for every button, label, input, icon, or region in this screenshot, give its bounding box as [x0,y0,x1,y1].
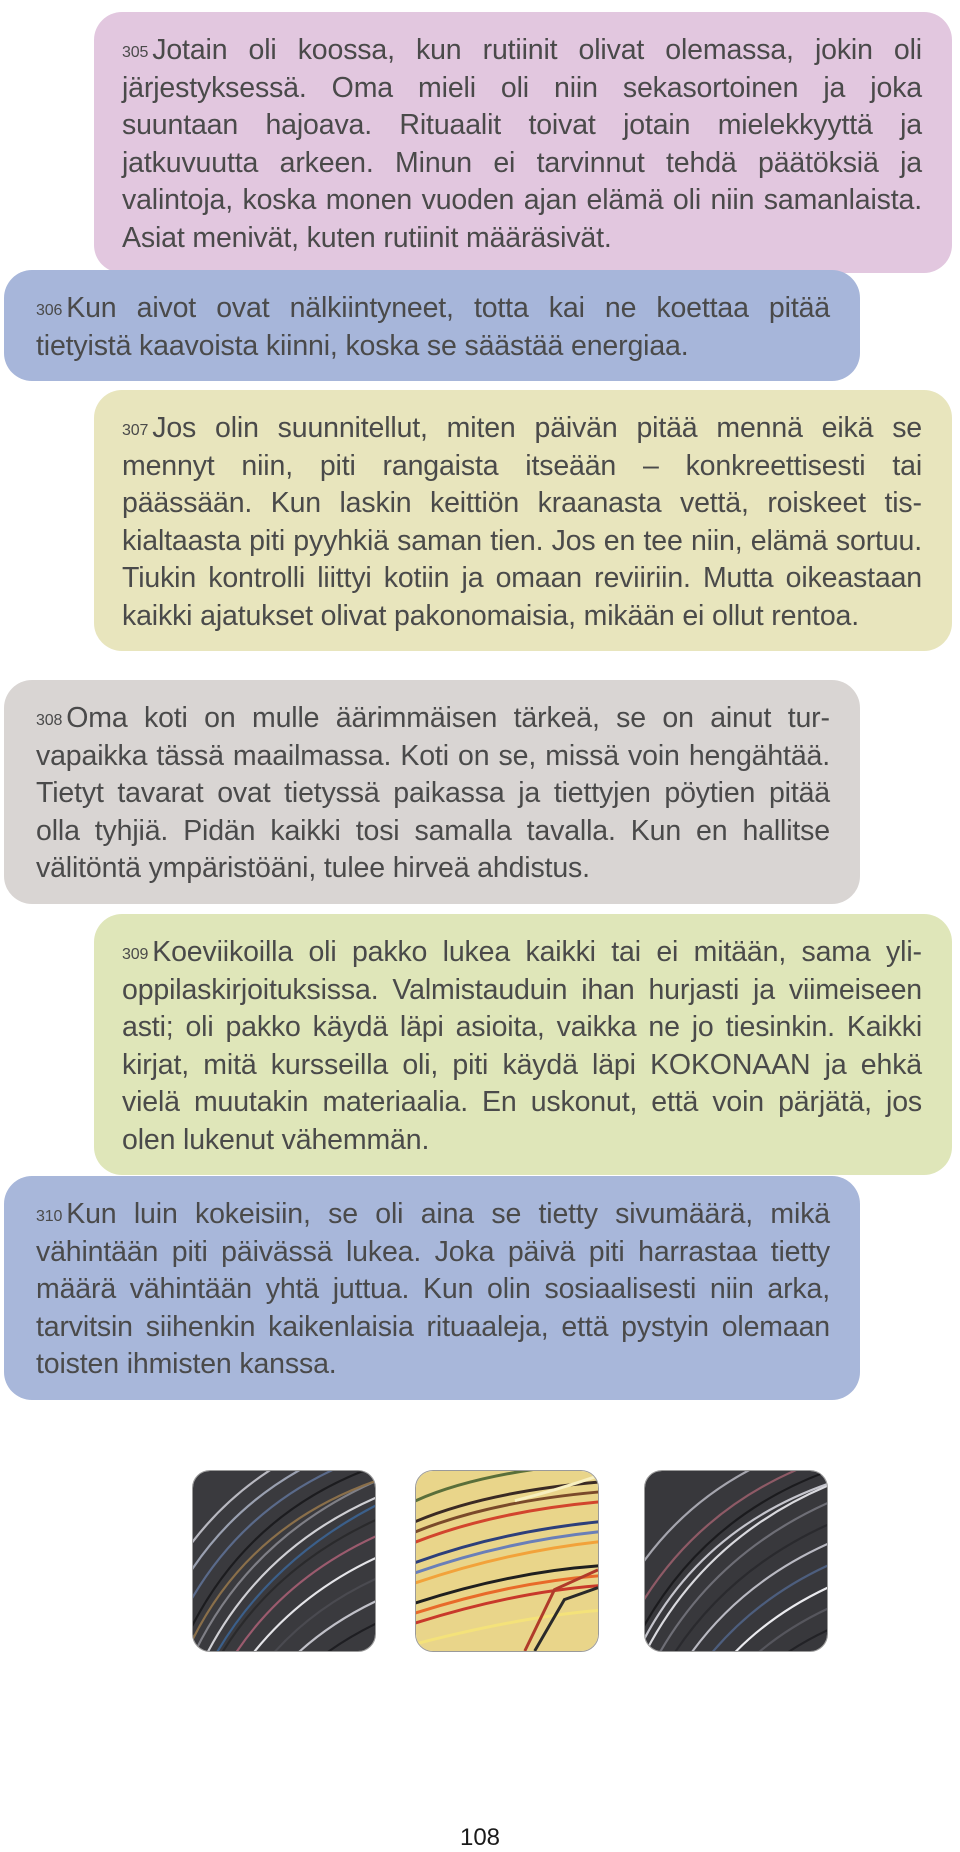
footnote-number-309: 309 [122,946,149,963]
quote-text-310: Kun luin kokeisiin, se oli aina se tietty sivumäärä, mikä vähintään piti päivässä lukea. Joka päivä piti harrastaa tietty määrä vähintään yhtä juttua. Kun olin sosiaalisesti niin arka, tarvitsin siihenkin kaikenlaisia rituaaleja, että pystyin olemaan toisten ihmisten kanssa. [36,1198,830,1380]
quote-305 [94,12,952,273]
quote-306 [4,270,860,381]
footnote-number-307: 307 [122,422,149,439]
quote-308 [4,680,860,904]
quote-text-305: Jotain oli koossa, kun rutiinit olivat olemassa, jokin oli järjestyksessä. Oma mieli oli niin sekasortoinen ja joka suuntaan hajoava. Rituaalit toivat jotain mielekkyyttä ja jatkuvuutta arkeen. Minun ei tarvinnut tehdä päätöksiä ja valintoja, koska monen vuoden ajan elämä oli niin samanlaista. Asiat menivät, kuten rutiinit määräsivät. [122,34,922,254]
quote-text-307: Jos olin suunnitellut, miten päivän pitää mennä eikä se mennyt niin, piti rangaista itseään – konkreettisesti tai päässään. Kun laskin keittiön kraanasta vettä, roiskeet tiskialtaasta piti pyyhkiä saman tien. Jos en tee niin, elämä sortuu. Tiukin kontrolli liittyi kotiin ja omaan reviiriin. Mutta oikeastaan kaikki ajatukset olivat pakonomaisia, mikään ei ollut rentoa. [122,412,922,632]
scribble-artwork-colorful [415,1470,599,1652]
quote-text-308: Oma koti on mulle äärimmäisen tärkeä, se on ainut turvapaikka tässä maailmassa. Koti on se, missä voin hengähtää. Tietyt tavarat ovat tietyssä paikassa ja tiettyjen pöytien pitää olla tyhjiä. Pidän kaikki tosi samalla tavalla. Kun en hallitse välitöntä ympäristöäni, tulee hirveä ahdistus. [36,702,830,884]
footnote-number-310: 310 [36,1208,63,1225]
footnote-number-308: 308 [36,712,63,729]
scribble-artwork-dark-2 [644,1470,828,1652]
quote-text-306: Kun aivot ovat nälkiintyneet, totta kai ne koettaa pitää tietyistä kaavoista kiinni, koska se säästää energiaa. [36,292,830,362]
quote-307 [94,390,952,651]
footnote-number-305: 305 [122,44,149,61]
page-number: 108 [459,1824,501,1851]
quote-310 [4,1176,860,1400]
quote-text-309: Koeviikoilla oli pakko lukea kaikki tai ei mitään, sama ylioppilaskirjoituksissa. Valmistauduin ihan hurjasti ja viimeiseen asti; oli pakko käydä läpi asioita, vaikka ne jo tiesinkin. Kaikki kirjat, mitä kursseilla oli, piti käydä läpi KOKONAAN ja ehkä vielä muutakin materiaalia. En uskonut, että voin pärjätä, jos olen lukenut vähemmän. [122,936,922,1156]
scribble-artwork-dark-1 [192,1470,376,1652]
footnote-number-306: 306 [36,302,63,319]
quote-309 [94,914,952,1175]
